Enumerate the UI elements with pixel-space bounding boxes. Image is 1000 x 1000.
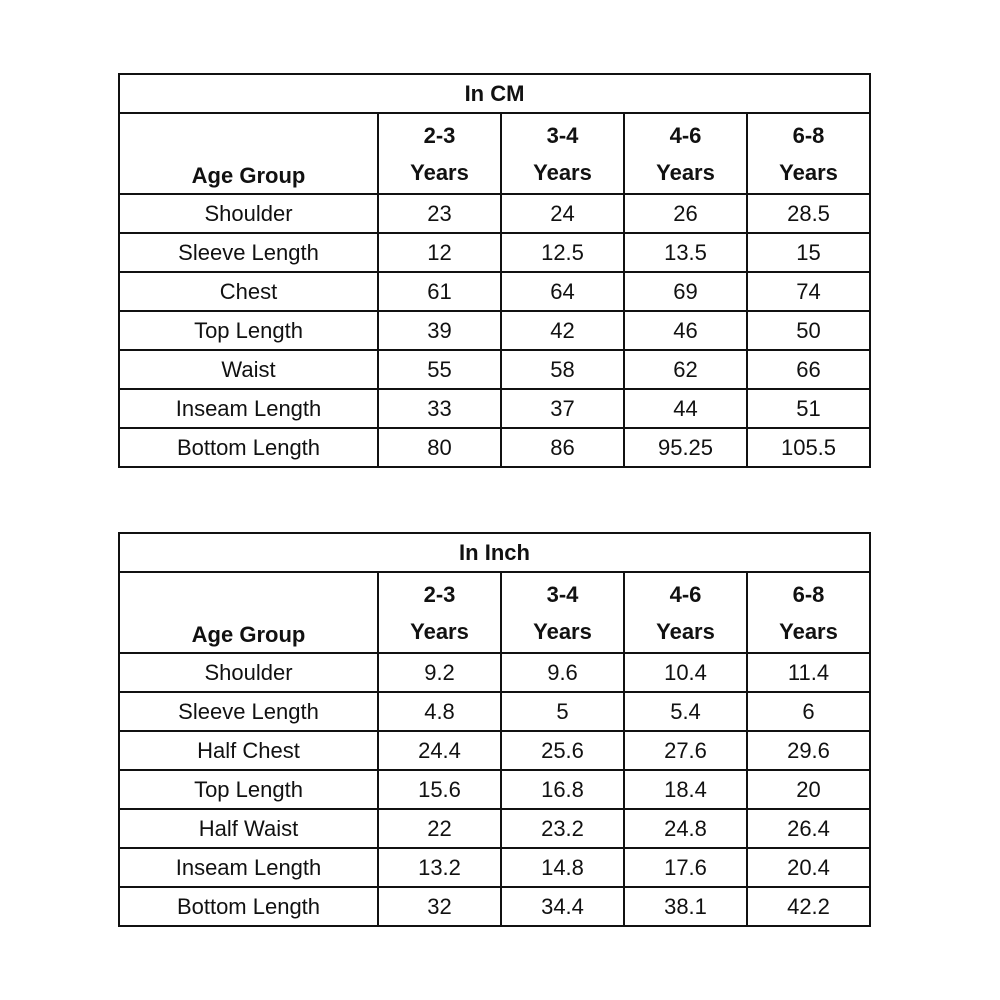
- table-cell: 95.25: [624, 428, 747, 467]
- column-header-6-8: [747, 113, 870, 194]
- column-unit: Years: [533, 159, 592, 185]
- table-row: [119, 194, 870, 233]
- column-header-3-4: [501, 572, 624, 653]
- table-cell: 4.8: [378, 692, 501, 731]
- table-cell: 23: [378, 194, 501, 233]
- column-unit: Years: [656, 618, 715, 644]
- table-cell: 10.4: [624, 653, 747, 692]
- table-cell: 27.6: [624, 731, 747, 770]
- table-cell: 46: [624, 311, 747, 350]
- table-row: [119, 809, 870, 848]
- column-range: 4-6: [669, 122, 702, 148]
- table-cell: 5: [501, 692, 624, 731]
- table-cell: 58: [501, 350, 624, 389]
- table-cell: 105.5: [747, 428, 870, 467]
- table-cell: 14.8: [501, 848, 624, 887]
- column-range: 4-6: [669, 581, 702, 607]
- table-cell: 6: [747, 692, 870, 731]
- column-header-6-8: [747, 572, 870, 653]
- table-row: [119, 233, 870, 272]
- table-row: [119, 272, 870, 311]
- column-range: 2-3: [423, 122, 456, 148]
- table-row: [119, 311, 870, 350]
- table-cell: 42.2: [747, 887, 870, 926]
- table-cell: 50: [747, 311, 870, 350]
- column-range: 2-3: [423, 581, 456, 607]
- row-label: Bottom Length: [119, 887, 378, 926]
- table-row: [119, 887, 870, 926]
- table-cell: 51: [747, 389, 870, 428]
- size-table-cm: [118, 73, 871, 468]
- table-row: [119, 692, 870, 731]
- table-cell: 9.2: [378, 653, 501, 692]
- column-unit: Years: [779, 159, 838, 185]
- age-group-header: Age Group: [119, 572, 378, 653]
- table-cell: 66: [747, 350, 870, 389]
- column-unit: Years: [410, 618, 469, 644]
- table-cell: 26.4: [747, 809, 870, 848]
- row-label: Sleeve Length: [119, 692, 378, 731]
- table-cell: 24.4: [378, 731, 501, 770]
- table-cell: 20.4: [747, 848, 870, 887]
- table-cell: 15: [747, 233, 870, 272]
- table-cell: 61: [378, 272, 501, 311]
- table-cell: 80: [378, 428, 501, 467]
- size-table-inch: [118, 532, 871, 927]
- table-title-row: [119, 533, 870, 572]
- table-cell: 38.1: [624, 887, 747, 926]
- table-cell: 26: [624, 194, 747, 233]
- column-range: 3-4: [546, 581, 579, 607]
- column-header-2-3: [378, 113, 501, 194]
- row-label: Half Waist: [119, 809, 378, 848]
- table-row: [119, 428, 870, 467]
- table-cell: 13.5: [624, 233, 747, 272]
- table-cell: 5.4: [624, 692, 747, 731]
- table-cell: 37: [501, 389, 624, 428]
- column-range: 3-4: [546, 122, 579, 148]
- table-cell: 69: [624, 272, 747, 311]
- row-label: Waist: [119, 350, 378, 389]
- row-label: Bottom Length: [119, 428, 378, 467]
- table-cell: 15.6: [378, 770, 501, 809]
- table-cell: 86: [501, 428, 624, 467]
- table-cell: 64: [501, 272, 624, 311]
- table-cell: 18.4: [624, 770, 747, 809]
- table-cell: 17.6: [624, 848, 747, 887]
- row-label: Shoulder: [119, 653, 378, 692]
- table-title: In CM: [119, 74, 870, 113]
- table-cell: 44: [624, 389, 747, 428]
- table-title: In Inch: [119, 533, 870, 572]
- column-header-3-4: [501, 113, 624, 194]
- table-cell: 39: [378, 311, 501, 350]
- age-group-header: Age Group: [119, 113, 378, 194]
- table-cell: 25.6: [501, 731, 624, 770]
- table-row: [119, 653, 870, 692]
- table-cell: 33: [378, 389, 501, 428]
- table-cell: 9.6: [501, 653, 624, 692]
- table-cell: 32: [378, 887, 501, 926]
- row-label: Inseam Length: [119, 389, 378, 428]
- table-cell: 11.4: [747, 653, 870, 692]
- table-cell: 23.2: [501, 809, 624, 848]
- table-cell: 28.5: [747, 194, 870, 233]
- row-label: Top Length: [119, 311, 378, 350]
- table-title-row: [119, 74, 870, 113]
- row-label: Inseam Length: [119, 848, 378, 887]
- column-unit: Years: [656, 159, 715, 185]
- table-row: [119, 848, 870, 887]
- column-range: 6-8: [792, 581, 825, 607]
- table-cell: 34.4: [501, 887, 624, 926]
- table-row: [119, 770, 870, 809]
- row-label: Top Length: [119, 770, 378, 809]
- table-cell: 16.8: [501, 770, 624, 809]
- table-cell: 24.8: [624, 809, 747, 848]
- table-cell: 42: [501, 311, 624, 350]
- table-cell: 29.6: [747, 731, 870, 770]
- table-cell: 55: [378, 350, 501, 389]
- table-row: [119, 731, 870, 770]
- table-cell: 12.5: [501, 233, 624, 272]
- column-range: 6-8: [792, 122, 825, 148]
- table-cell: 12: [378, 233, 501, 272]
- column-unit: Years: [410, 159, 469, 185]
- row-label: Chest: [119, 272, 378, 311]
- table-header-row: [119, 572, 870, 653]
- table-cell: 62: [624, 350, 747, 389]
- table-header-row: [119, 113, 870, 194]
- row-label: Half Chest: [119, 731, 378, 770]
- column-unit: Years: [533, 618, 592, 644]
- table-cell: 13.2: [378, 848, 501, 887]
- column-unit: Years: [779, 618, 838, 644]
- column-header-2-3: [378, 572, 501, 653]
- table-cell: 24: [501, 194, 624, 233]
- row-label: Sleeve Length: [119, 233, 378, 272]
- column-header-4-6: [624, 572, 747, 653]
- table-row: [119, 350, 870, 389]
- column-header-4-6: [624, 113, 747, 194]
- table-cell: 74: [747, 272, 870, 311]
- table-cell: 20: [747, 770, 870, 809]
- table-cell: 22: [378, 809, 501, 848]
- table-row: [119, 389, 870, 428]
- row-label: Shoulder: [119, 194, 378, 233]
